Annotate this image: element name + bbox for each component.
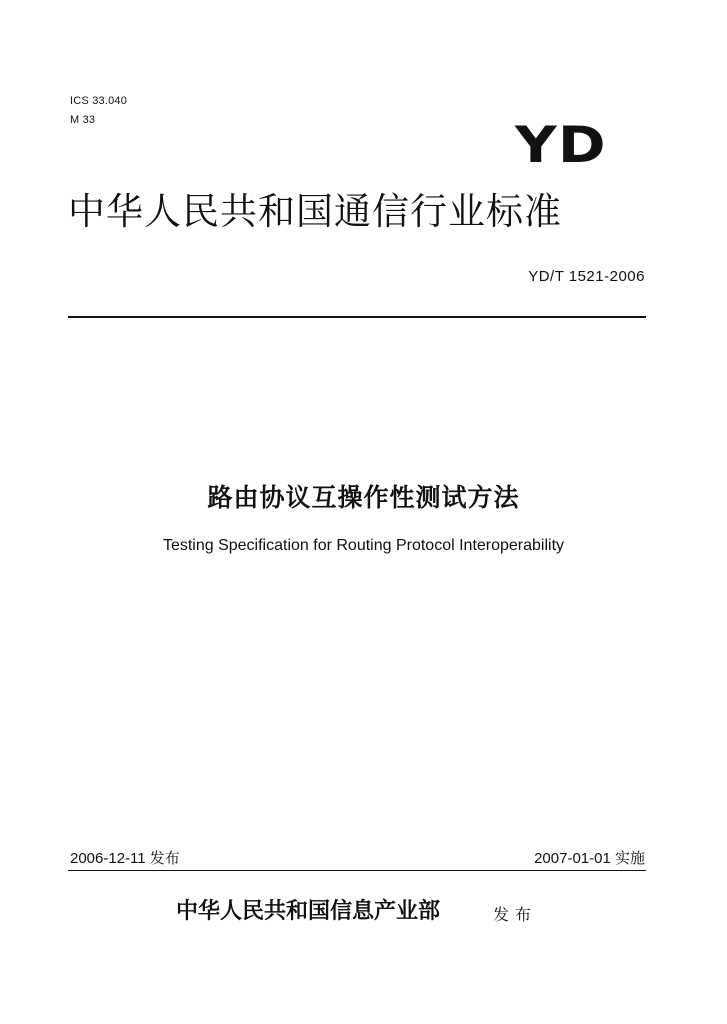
issue-date: 2006-12-11 发布 [70, 850, 180, 867]
header-divider [68, 316, 646, 318]
standard-code: YD/T 1521-2006 [528, 268, 645, 285]
document-title-english: Testing Specification for Routing Protocol Interoperability [162, 537, 565, 554]
classification-code: M 33 [70, 114, 96, 126]
issuing-action: 发布 [493, 905, 538, 924]
implementation-date: 2007-01-01 实施 [534, 850, 645, 867]
issuing-authority: 中华人民共和国信息产业部 [176, 898, 441, 924]
standard-organization-title: 中华人民共和国通信行业标准 [68, 190, 562, 233]
ics-code: ICS 33.040 [70, 95, 128, 107]
document-title-chinese: 路由协议互操作性测试方法 [207, 483, 520, 512]
yd-logo: YD [515, 116, 607, 174]
footer-divider [68, 870, 646, 871]
